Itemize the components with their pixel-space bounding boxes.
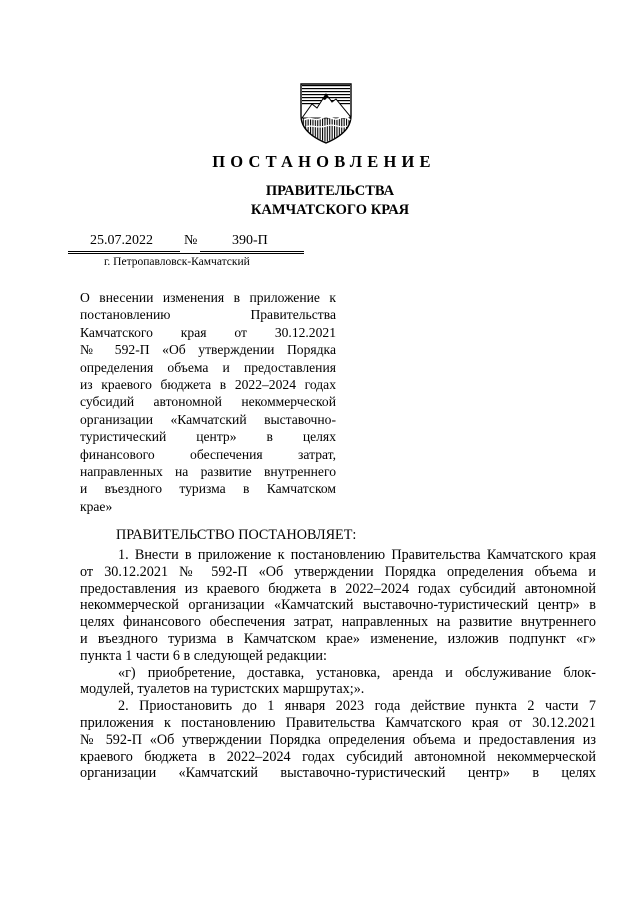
document-type: ПОСТАНОВЛЕНИЕ — [212, 152, 436, 171]
number-underline — [200, 251, 304, 252]
body-line: приложения к постановлению Правительства Камчатского края от 30.12.2021 — [80, 714, 596, 731]
body-line: 2. Приостановить до 1 января 2023 года действие пункта 2 части 7 — [118, 698, 596, 715]
title-line: организации «Камчатский выставочно- — [80, 411, 336, 427]
header-divider — [68, 253, 304, 254]
body-line: 1. Внести в приложение к постановлению Правительства Камчатского края — [118, 547, 596, 563]
issue-place: г. Петропавловск-Камчатский — [104, 256, 250, 268]
body-line: модулей, туалетов на туристских маршрутах;». — [80, 681, 365, 698]
body-line: № 592-П «Об утверждении Порядка определения объема и предоставления из — [80, 731, 596, 748]
title-line: и въездного туризма в Камчатском — [80, 481, 336, 497]
title-line: крае» — [80, 498, 113, 514]
title-line: постановлению Правительства — [80, 307, 336, 323]
document-date: 25.07.2022 — [90, 233, 153, 248]
body-line: «г) приобретение, доставка, установка, аренда и обслуживание блок- — [118, 664, 596, 681]
body-line: краевого бюджета в 2022–2024 годах субсидий автономной некоммерческой — [80, 748, 596, 765]
kamchatka-coat-of-arms-icon — [298, 82, 354, 144]
document-title — [80, 289, 336, 515]
title-line: Камчатского края от 30.12.2021 — [80, 324, 336, 340]
title-line: финансового обеспечения затрат, — [80, 446, 336, 462]
body-line: от 30.12.2021 № 592-П «Об утверждении Порядка определения объема и — [80, 563, 596, 580]
body-line: целях финансового обеспечения затрат, направленных на развитие внутреннего — [80, 614, 596, 631]
number-sign: № — [184, 233, 198, 248]
body-line: предоставления из краевого бюджета в 2022–2024 годах субсидий автономной — [80, 580, 596, 597]
title-line: О внесении изменения в приложение к — [80, 290, 336, 305]
title-line: определения объема и предоставления — [80, 359, 336, 375]
title-line: из краевого бюджета в 2022–2024 годах — [80, 377, 336, 393]
body-line: организации «Камчатский выставочно-туристический центр» в целях — [80, 765, 596, 782]
body-line: пункта 1 части 6 в следующей редакции: — [80, 647, 327, 664]
title-line: туристический центр» в целях — [80, 429, 336, 445]
decree-heading: ПРАВИТЕЛЬСТВО ПОСТАНОВЛЯЕТ: — [116, 527, 357, 543]
date-underline — [68, 251, 180, 252]
title-line: № 592-П «Об утверждении Порядка — [80, 342, 336, 358]
title-line: направленных на развитие внутреннего — [80, 464, 336, 480]
document-number: 390-П — [232, 233, 268, 248]
body-line: и въездного туризма в Камчатском крае» изменение, изложив подпункт «г» — [80, 630, 596, 647]
issuer-line-1: ПРАВИТЕЛЬСТВА — [265, 183, 395, 199]
title-line: субсидий автономной некоммерческой — [80, 394, 336, 410]
issuer-line-2: КАМЧАТСКОГО КРАЯ — [250, 202, 410, 218]
document-body — [80, 547, 596, 782]
body-line: некоммерческой организации «Камчатский выставочно-туристический центр» в — [80, 597, 596, 614]
